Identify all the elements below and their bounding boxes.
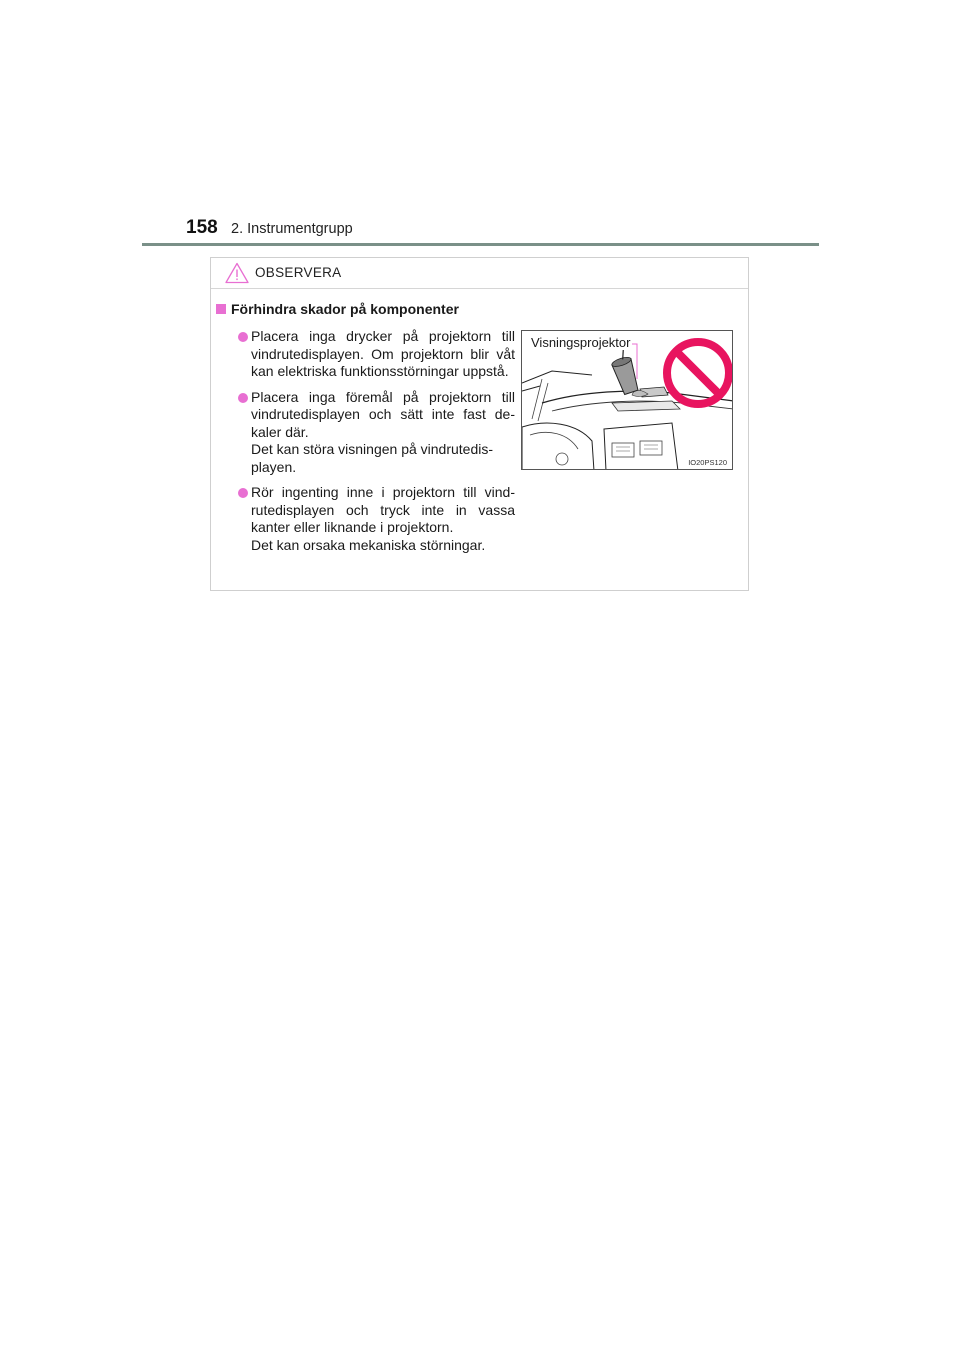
bullet-dot-icon [238,393,248,403]
list-item-text: Rör ingenting inne i projektorn till vind-rutedisplayen och tryck inte in vassa kanter eller liknande i projektorn. [251,484,515,535]
prohibition-icon [667,342,729,404]
list-item-text: Placera inga drycker på projektorn till vindrutedisplayen. Om projektorn blir våt kan elektriska funktionsstörningar uppstå. [251,328,515,379]
callout-label: Visningsprojektor [531,335,631,350]
list-item-note: Det kan orsaka mekaniska störningar. [251,536,486,553]
list-item [238,389,515,477]
list-item-note: Det kan störa visningen på vindrutedis-playen. [251,441,494,475]
caution-header [211,258,748,289]
bullet-dot-icon [238,332,248,342]
page-number: 158 [186,217,218,238]
caution-list [238,328,515,562]
warning-triangle-icon [225,262,249,284]
list-item [238,484,515,554]
caution-box [210,257,749,591]
caution-label: OBSERVERA [255,265,342,280]
bullet-dot-icon [238,488,248,498]
header-rule [142,243,819,246]
figure-code: IO20PS120 [688,458,727,467]
section-heading [216,301,459,317]
section-heading-text: Förhindra skador på komponenter [231,301,459,317]
list-item [238,328,515,381]
dashboard-illustration [521,330,733,470]
chapter-title: 2. Instrumentgrupp [231,221,353,237]
square-bullet-icon [216,304,226,314]
list-item-text: Placera inga föremål på projektorn till vindrutedisplayen och sätt inte fast de-kaler där. [251,388,515,440]
dashboard-drawing [522,331,733,470]
